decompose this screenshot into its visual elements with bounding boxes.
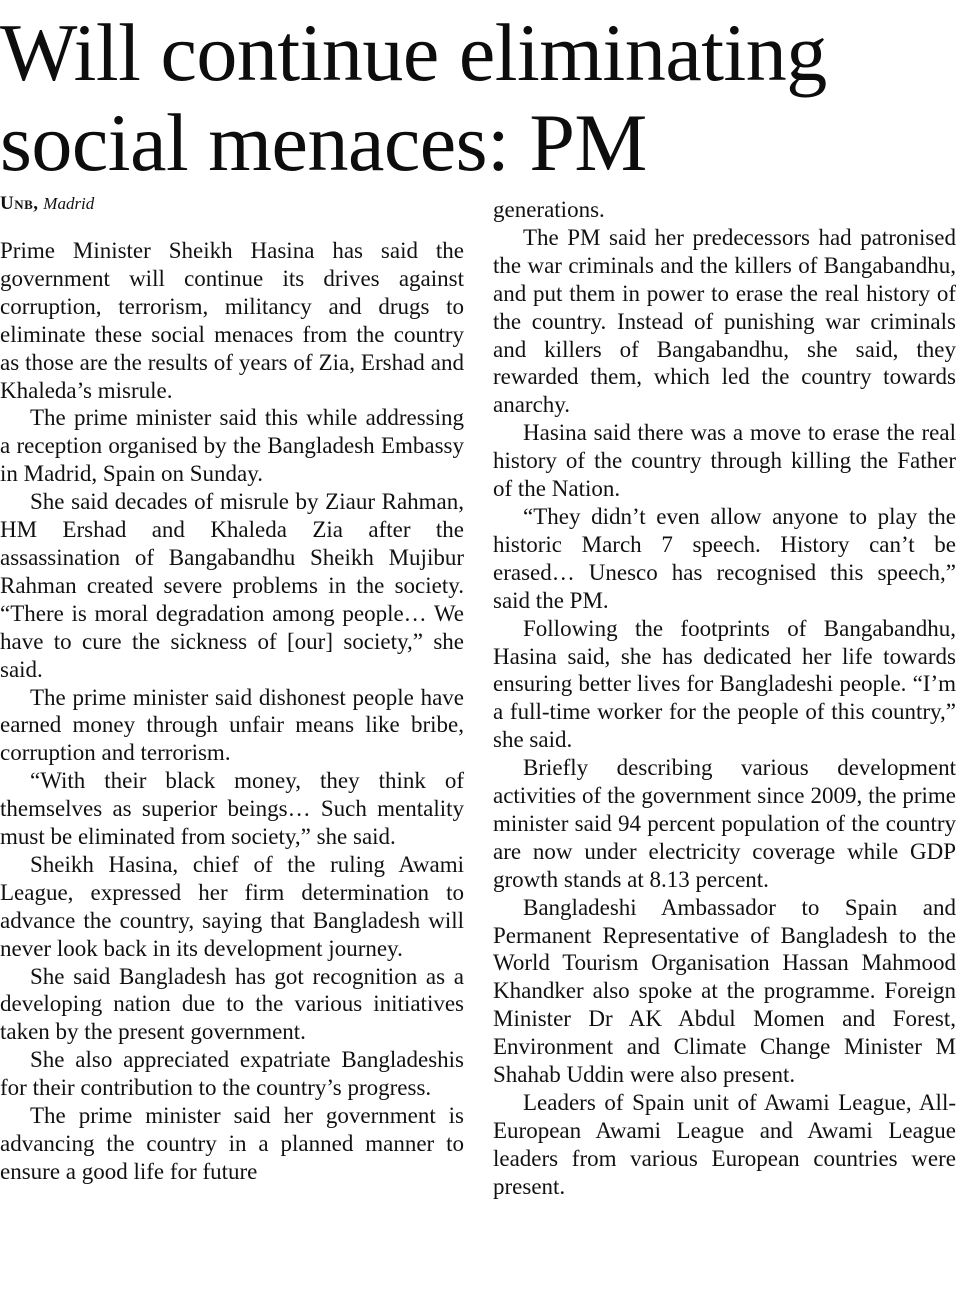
paragraph: She said decades of misrule by Ziaur Rahman, HM Ershad and Khaleda Zia after the assassination of Bangabandhu Sheikh Mujibur Rahman created severe problems in the society. “There is moral degradation among people… We have to cure the sickness of [our] society,” she said. <box>0 489 464 682</box>
paragraph: Leaders of Spain unit of Awami League, All-European Awami League and Awami League leaders from various European countries were present. <box>493 1090 956 1199</box>
paragraph: “With their black money, they think of themselves as superior beings… Such mentality must be eliminated from society,” she said. <box>0 768 464 850</box>
paragraph: Prime Minister Sheikh Hasina has said the government will continue its drives against corruption, terrorism, militancy and drugs to eliminate these social menaces from the country as those are the results of years of Zia, Ershad and Khaleda’s misrule. <box>0 238 464 403</box>
paragraph: Hasina said there was a move to erase the real history of the country through killing the Father of the Nation. <box>493 420 956 502</box>
paragraph: The prime minister said her government is advancing the country in a planned manner to ensure a good life for future <box>0 1103 464 1184</box>
paragraph: Sheikh Hasina, chief of the ruling Awami League, expressed her firm determination to advance the country, saying that Bangladesh will never look back in its development journey. <box>0 851 464 961</box>
paragraph-continuation: generations. <box>493 197 605 222</box>
paragraph: Briefly describing various development activities of the government since 2009, the prime minister said 94 percent population of the country are now under electricity coverage while GDP growth stands at 8.13 percent. <box>493 755 956 892</box>
headline-line-1: Will continue eliminating <box>0 7 827 98</box>
headline <box>0 8 956 188</box>
paragraph: The prime minister said dishonest people have earned money through unfair means like bribe, corruption and terrorism. <box>0 684 464 766</box>
paragraph: “They didn’t even allow anyone to play the historic March 7 speech. History can’t be erased… Unesco has recognised this speech,” said the PM. <box>493 503 956 613</box>
paragraph: The PM said her predecessors had patronised the war criminals and the killers of Bangabandhu, and put them in power to erase the real history of the country. Instead of punishing war criminals and killers of Bangabandhu, she said, they rewarded them, which led the country towards anarchy. <box>493 224 956 418</box>
paragraph: Following the footprints of Bangabandhu, Hasina said, she has dedicated her life towards ensuring better lives for Bangladeshi people. “I’m a full-time worker for the people of this country,” she said. <box>493 615 956 753</box>
byline <box>0 192 470 216</box>
byline-place: Madrid <box>43 194 95 213</box>
paragraph: Bangladeshi Ambassador to Spain and Permanent Representative of Bangladesh to the World Tourism Organisation Hassan Mahmood Khandker also spoke at the programme. Foreign Minister Dr AK Abdul Momen and Forest, Environment and Climate Change Minister M Shahab Uddin were also present. <box>493 894 956 1088</box>
headline-line-2: social menaces: PM <box>0 97 647 188</box>
paragraph: The prime minister said this while addressing a reception organised by the Bangladesh Embassy in Madrid, Spain on Sunday. <box>0 405 464 487</box>
article-column-left <box>0 237 464 1186</box>
byline-agency: Unb, <box>0 193 39 214</box>
paragraph: She said Bangladesh has got recognition as a developing nation due to the various initiatives taken by the present government. <box>0 963 464 1045</box>
article-column-right <box>493 196 956 1201</box>
paragraph: She also appreciated expatriate Bangladeshis for their contribution to the country’s progress. <box>0 1047 464 1101</box>
